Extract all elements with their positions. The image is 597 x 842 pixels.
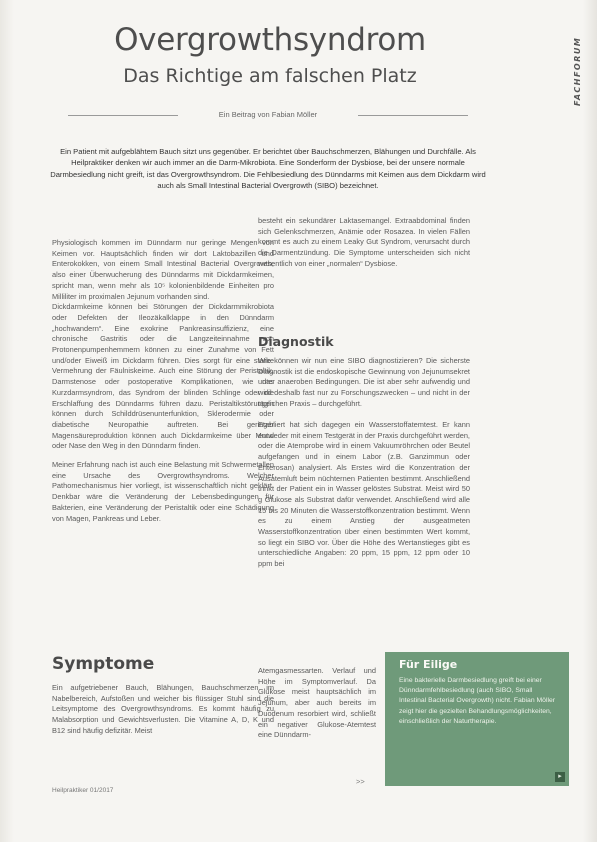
column-right (258, 216, 470, 270)
heading-diagnostik: Diagnostik (258, 334, 334, 349)
diagnostik-paragraph-1: Wie können wir nun eine SIBO diagnostizieren? Die sicherste Diagnostik ist die endoskopische Gewinnung von Jejunumsekret unter anaeroben Bedingungen. Die ist aber sehr aufwendig und wird deshalb fast nur zu Forschungszwecken – und nicht in der täglichen Praxis – durchgeführt. (258, 356, 470, 408)
page-title: Overgrowthsyndrom (114, 22, 426, 58)
diagnostik-paragraph-3: Atemgasmessarten. Verlauf und Höhe im Symptomverlauf. Da Glukose meist hauptsächlich im Jejunum, aber auch bereits im Duodenum resorbiert wird, schließt ein negativer Glukose-Atemtest eine Dünndarm- (258, 666, 376, 740)
diagnostik-paragraph-2: Etabliert hat sich dagegen ein Wasserstoffatemtest. Er kann entweder mit einem Testgerät in der Praxis durchgeführt werden, oder die Atemprobe wird in einem Vakuumröhrchen oder Beutel aufgefangen und in einem Labor (z.B. Ganzimmun oder Enterosan) analysiert. Als Erstes wird die Konzentration der Ausatemluft beim nüchternen Patienten bestimmt. Anschließend trinkt der Patient ein in Wasser gelöstes Substrat. Meist wird 50 g Glukose als Substrat dafür verwendet. Anschließend wird alle 15 bis 20 Minuten die Wasserstoffkonzentration bestimmt. Wenn es zu einem Anstieg der ausgeatmeten Wasserstoffkonzentration über einen bestimmten Wert kommt, so liegt ein SIBO vor. Über die Höhe des Wertanstieges gibt es unterschiedliche Angaben: 20 ppm, 15 ppm, 12 ppm oder 10 ppm bei (258, 420, 470, 569)
byline-row (68, 109, 468, 121)
body-paragraph: Physiologisch kommen im Dünndarm nur geringe Mengen von Keimen vor. Hauptsächlich finden wir dort Laktobazillen und Enterokokken, von einem Small Intestinal Bacterial Overgrowth, also einer Überwucherung des Dünndarms mit Dickdarmkeimen, spricht man, wenn mehr als 10⁵ kolonienbildende Einheiten pro Milliliter im proximalen Jejunum vorhanden sind. (52, 238, 274, 301)
byline-rule-left (68, 115, 178, 116)
arrow-icon: ▸ (555, 772, 565, 782)
lead-paragraph: Ein Patient mit aufgeblähtem Bauch sitzt uns gegenüber. Er berichtet über Bauchschmerzen, Blähungen und Durchfälle. Als Heilpraktiker denken wir auch immer an die Darm-Mikrobiota. Eine Sonderform der Dysbiose, bei der unsere normale Darmbesiedlung nicht greift, ist das Overgrowthsyndrom. Die Fehlbesiedlung des Dünndarms mit Keimen aus dem Dickdarm wird auch als Small Intestinal Bacterial Overgrowth (SIBO) bezeichnet. (50, 147, 486, 191)
body-paragraph: Meiner Erfahrung nach ist auch eine Belastung mit Schwermetallen eine Ursache des Overgrowthsyndroms. Welcher Pathomechanismus hier vorliegt, ist wissenschaftlich nicht geklärt. Denkbar wäre die Veränderung der Lebensbedingungen für Bakterien, eine Veränderung der Peristaltik oder eine Schädigung von Magen, Pankreas und Leber. (52, 460, 274, 523)
column-left (52, 238, 274, 524)
body-paragraph: Dickdarmkeime können bei Störungen der Dickdarmmikrobiota oder Defekten der Ileozäkalklappe in den Dünndarm „hochwandern“. Eine exokrine Pankreasinsuffizienz, eine chronische Gastritis oder die Langzeiteinnahme von Protonenpumpenhemmern können zu einer Zunahme von Fett und/oder Eiweiß im Dickdarm führen. Dies sorgt für eine starke Vermehrung der Fäulniskeime. Auch eine Störung der Peristaltik, Darmstenose oder postoperative Komplikationen, wie das Kurzdarmsyndrom, das Syndrom der blinden Schlinge oder die Erschlaffung des Dünndarms führen dazu. Peristaltikstörungen können durch Schilddrüsenunterfunktion, Sklerodermie oder diabetische Neuropathie auftreten. Bei geringer Magensäureproduktion können auch Dickdarmkeime über Mund oder Nase den Weg in den Dünndarm finden. (52, 302, 274, 451)
body-paragraph: besteht ein sekundärer Laktasemangel. Extraabdominal finden sich Gelenkschmerzen, Anämie oder Rosazea. In vielen Fällen kommt es auch zu einem Leaky Gut Syndrom, verursacht durch die Darmentzündung. Die Symptome unterscheiden sich nicht wesentlich von einer „normalen“ Dysbiose. (258, 216, 470, 268)
footer-issue: Heilpraktiker 01/2017 (52, 787, 114, 794)
continue-marker: >> (356, 777, 365, 786)
info-box-text: Eine bakterielle Darmbesiedlung greift bei einer Dünndarmfehlbesiedlung (auch SIBO, Small Intestinal Bacterial Overgrowth) nicht. Fabian Möller zeigt hier die gezielten Behandlungsmöglichkeiten, einschließlich der Naturtherapie. (399, 677, 556, 725)
section-label: FACHFORUM (573, 36, 582, 106)
info-box (385, 652, 569, 786)
page-subtitle: Das Richtige am falschen Platz (123, 65, 417, 87)
heading-symptome: Symptome (52, 654, 155, 674)
byline: Ein Beitrag von Fabian Möller (218, 110, 318, 119)
symptome-text: Ein aufgetriebener Bauch, Blähungen, Bauchschmerzen im Nabelbereich, Aufstoßen und weicher bis flüssiger Stuhl sind die Leitsymptome des Overgrowthsyndroms. Es kommt häufig zu Malabsorption und Gewichtsverlusten. Die Vitamine A, D, K und B12 sind häufig defizitär. Meist (52, 683, 274, 735)
info-box-heading: Für Eilige (399, 658, 458, 671)
byline-rule-right (358, 115, 468, 116)
